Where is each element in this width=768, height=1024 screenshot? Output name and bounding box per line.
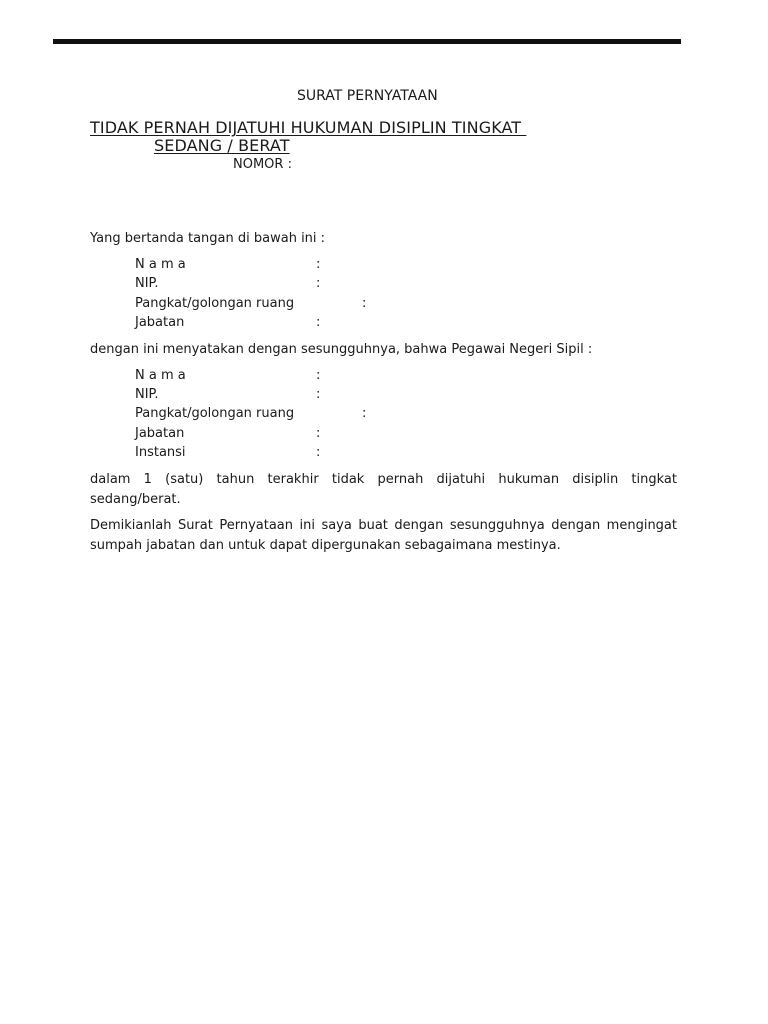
- field-colon: :: [316, 368, 321, 383]
- field-label-instansi: Instansi: [135, 445, 186, 460]
- nomor-label: NOMOR :: [233, 157, 292, 172]
- field-label-pangkat: Pangkat/golongan ruang: [135, 406, 295, 421]
- heading-line-2: SEDANG / BERAT: [154, 136, 290, 155]
- field-label-nama: N a m a: [135, 257, 186, 272]
- field-colon: :: [362, 296, 367, 311]
- field-colon: :: [316, 426, 321, 441]
- paragraph-statement: dalam 1 (satu) tahun terakhir tidak pernah dijatuhi hukuman disiplin tingkat sedang/berat.: [90, 472, 677, 507]
- field-label-pangkat: Pangkat/golongan ruang: [135, 296, 295, 311]
- field-colon: :: [316, 387, 321, 402]
- field-label-nip: NIP.: [135, 387, 159, 402]
- statement-text: dengan ini menyatakan dengan sesungguhnya, bahwa Pegawai Negeri Sipil :: [90, 342, 593, 357]
- field-label-jabatan: Jabatan: [135, 426, 185, 441]
- field-colon: :: [316, 445, 321, 460]
- intro-text: Yang bertanda tangan di bawah ini :: [90, 231, 326, 246]
- field-colon: :: [316, 315, 321, 330]
- field-colon: :: [316, 257, 321, 272]
- document-title: SURAT PERNYATAAN: [297, 88, 438, 104]
- field-label-nama: N a m a: [135, 368, 186, 383]
- heading-line-1: TIDAK PERNAH DIJATUHI HUKUMAN DISIPLIN TINGKAT: [90, 118, 527, 137]
- field-colon: :: [362, 406, 367, 421]
- field-label-jabatan: Jabatan: [135, 315, 185, 330]
- field-label-nip: NIP.: [135, 276, 159, 291]
- paragraph-closing: Demikianlah Surat Pernyataan ini saya buat dengan sesungguhnya dengan mengingat sumpah jabatan dan untuk dapat dipergunakan sebagaimana mestinya.: [90, 518, 677, 553]
- top-horizontal-rule: [53, 39, 681, 44]
- field-colon: :: [316, 276, 321, 291]
